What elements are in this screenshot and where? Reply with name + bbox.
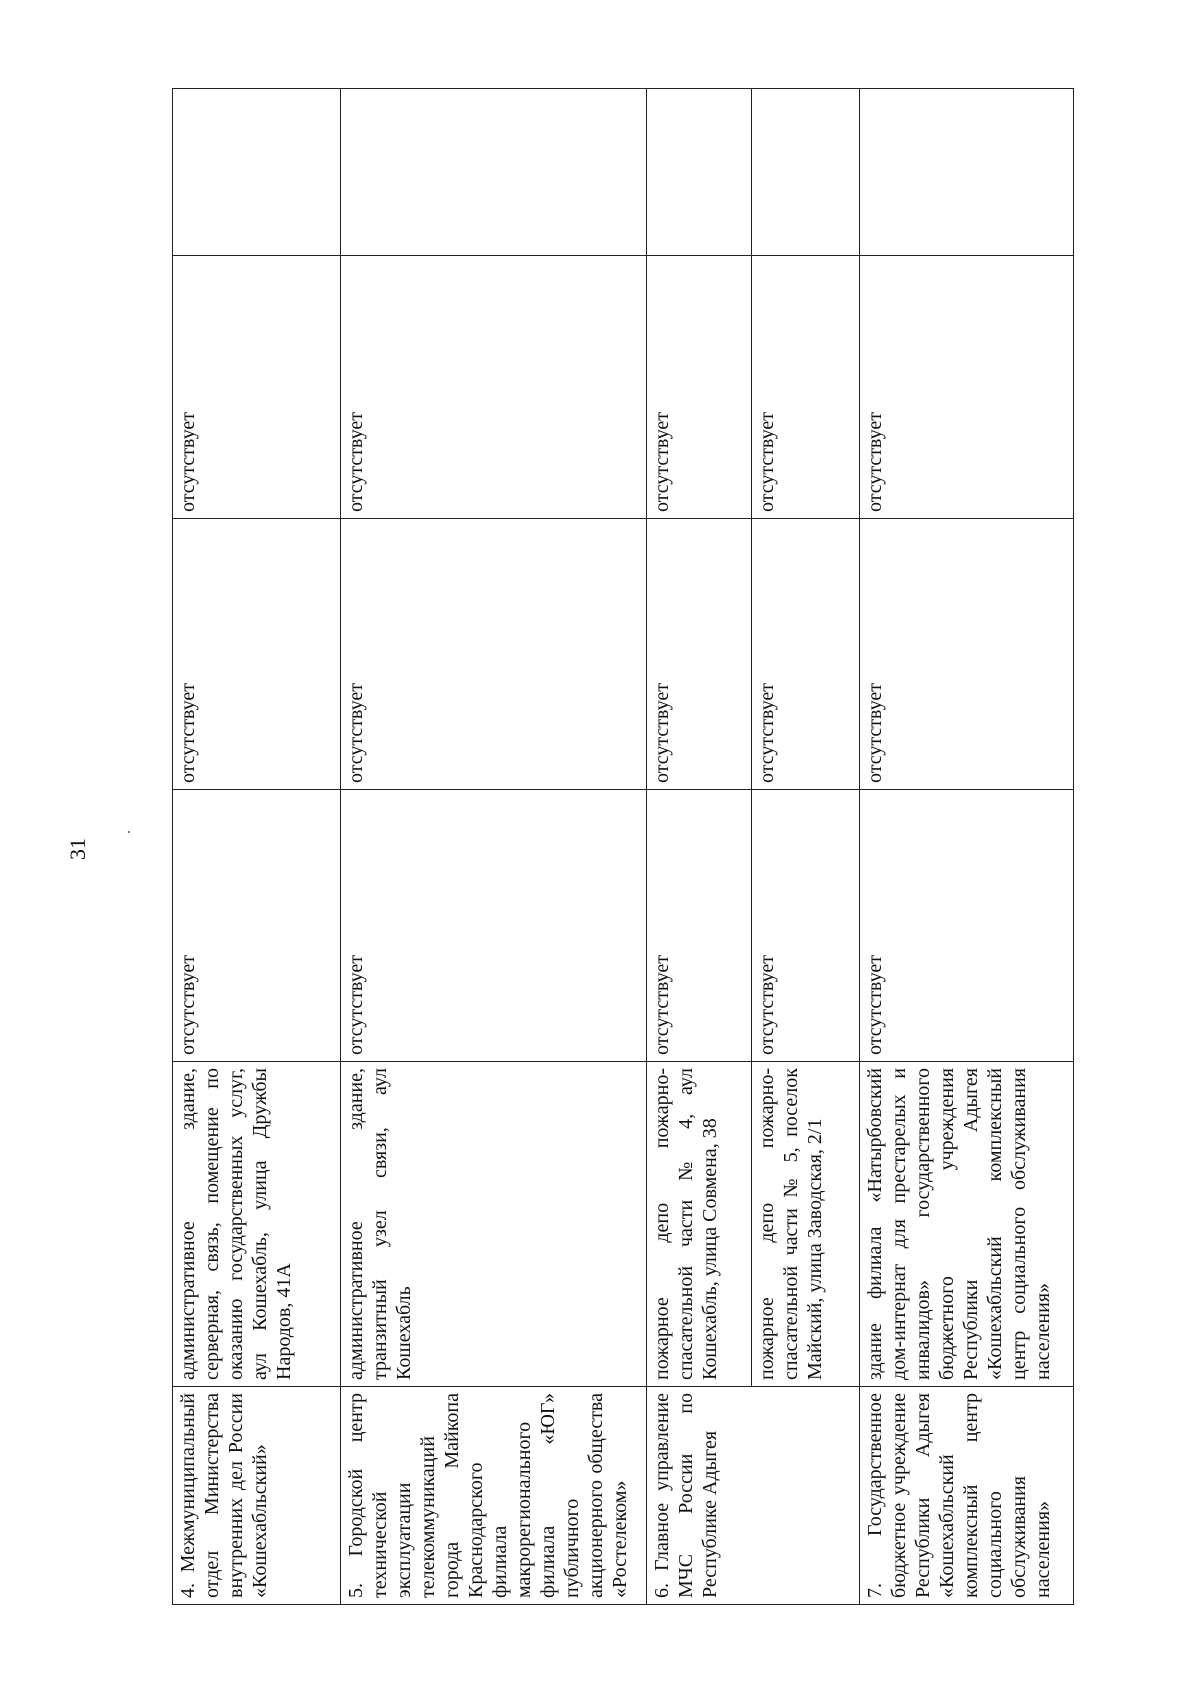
table-row	[340, 89, 646, 1605]
empty-cell	[340, 89, 646, 256]
status-cell: отсутствует	[860, 256, 1074, 519]
status-cell: отсутствует	[340, 519, 646, 790]
speck-mark	[128, 831, 130, 833]
object-cell: пожарное депо пожарно-спасательной части № 4, аул Кошехабль, улица Совмена, 38	[646, 1062, 751, 1387]
objects-table	[172, 88, 1074, 1605]
status-cell: отсутствует	[173, 790, 341, 1062]
table-row	[646, 89, 751, 1605]
object-cell: пожарное депо пожарно-спасательной части № 5, поселок Майский, улица Заводская, 2/1	[751, 1062, 860, 1387]
status-cell: отсутствует	[646, 790, 751, 1062]
empty-cell	[646, 89, 751, 256]
object-cell: административное здание, серверная, связь, помещение по оказанию государственных услуг, аул Кошехабль, улица Дружбы Народов, 41А	[173, 1062, 341, 1387]
empty-cell	[751, 89, 860, 256]
empty-cell	[173, 89, 341, 256]
status-cell: отсутствует	[340, 790, 646, 1062]
table-row	[860, 89, 1074, 1605]
status-cell: отсутствует	[860, 519, 1074, 790]
table-row	[751, 89, 860, 1605]
rotated-table-container	[172, 89, 1074, 1605]
status-cell: отсутствует	[860, 790, 1074, 1062]
page-number: 31	[65, 838, 90, 860]
status-cell: отсутствует	[751, 519, 860, 790]
organization-cell: 5. Городской центр технической эксплуатации телекоммуникаций города Майкопа Краснодарского филиала макрорегионального филиала «ЮГ» публичного акционерного общества «Ростелеком»	[340, 1387, 646, 1605]
organization-cell: 7. Государственное бюджетное учреждение Республики Адыгея «Кошехабльский комплексный центр социального обслуживания населения»	[860, 1387, 1074, 1605]
status-cell: отсутствует	[646, 519, 751, 790]
organization-cell: 4. Межмуниципальный отдел Министерства внутренних дел России «Кошехабльский»	[173, 1387, 341, 1605]
empty-cell	[860, 89, 1074, 256]
object-cell: здание филиала «Натырбовский дом-интернат для престарелых и инвалидов» государственного бюджетного учреждения Республики Адыгея «Кошехабльский комплексный центр социального обслуживания населения»	[860, 1062, 1074, 1387]
status-cell: отсутствует	[340, 256, 646, 519]
status-cell: отсутствует	[751, 790, 860, 1062]
organization-cell: 6. Главное управление МЧС России по Республике Адыгея	[646, 1387, 860, 1605]
table-row	[173, 89, 341, 1605]
status-cell: отсутствует	[173, 519, 341, 790]
status-cell: отсутствует	[751, 256, 860, 519]
status-cell: отсутствует	[646, 256, 751, 519]
object-cell: административное здание, транзитный узел связи, аул Кошехабль	[340, 1062, 646, 1387]
status-cell: отсутствует	[173, 256, 341, 519]
